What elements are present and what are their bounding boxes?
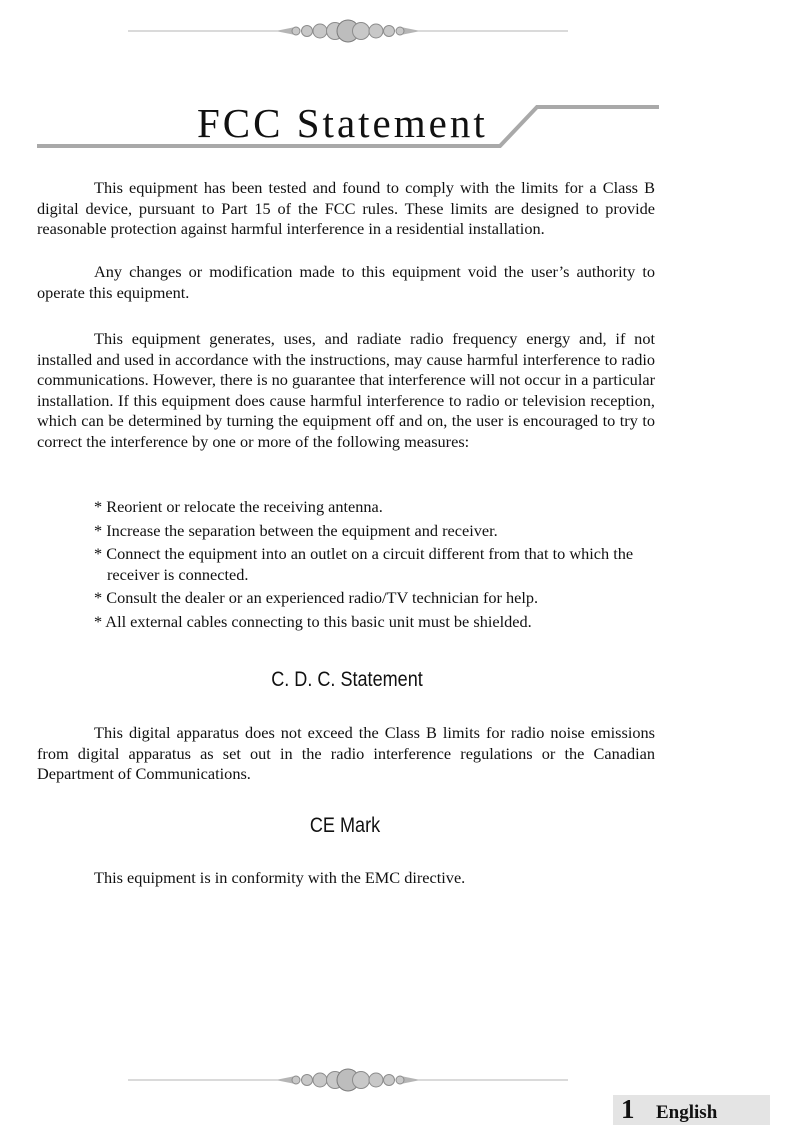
page-title: FCC Statement — [197, 100, 488, 146]
bottom-ornament — [128, 1068, 568, 1092]
fcc-paragraph-2: Any changes or modification made to this equipment void the user’s authority to operate this equipment. — [37, 262, 655, 302]
page-number: 1 — [621, 1094, 635, 1124]
measure-item: * All external cables connecting to this basic unit must be shielded. — [94, 611, 532, 631]
measure-item: * Consult the dealer or an experienced radio/TV technician for help. — [94, 588, 539, 607]
measure-item: * Connect the equipment into an outlet on a circuit different from that to which the receiver is connected. — [94, 544, 634, 584]
fcc-paragraph-1: This equipment has been tested and found to comply with the limits for a Class B digital device, pursuant to Part 15 of the FCC rules. These limits are designed to provide reasonable protection against harmful interference in a residential installation. — [37, 178, 655, 238]
fcc-paragraph-3: This equipment generates, uses, and radiate radio frequency energy and, if not installed and used in accordance with the instructions, may cause harmful interference to radio communications. However, there is no guarantee that interference will not occur in a particular installation. If this equipment does cause harmful interference to radio or television reception, which can be determined by turning the equipment off and on, the user is encouraged to try to correct the interference by one or more of the following measures: — [37, 329, 655, 451]
measures-list — [94, 497, 659, 635]
ce-heading: CE Mark — [309, 814, 381, 837]
ce-paragraph: This equipment is in conformity with the EMC directive. — [94, 868, 466, 887]
title-block — [37, 95, 659, 151]
page-footer-tab — [613, 1095, 770, 1125]
measure-item: * Reorient or relocate the receiving antenna. — [94, 497, 383, 516]
cdc-paragraph: This digital apparatus does not exceed the Class B limits for radio noise emissions from digital apparatus as set out in the radio interference regulations or the Canadian Department of Communications. — [37, 723, 655, 783]
measure-item: * Increase the separation between the equipment and receiver. — [94, 520, 498, 540]
language-label: English — [656, 1102, 718, 1123]
cdc-heading: C. D. C. Statement — [271, 668, 423, 691]
top-ornament — [128, 19, 568, 43]
